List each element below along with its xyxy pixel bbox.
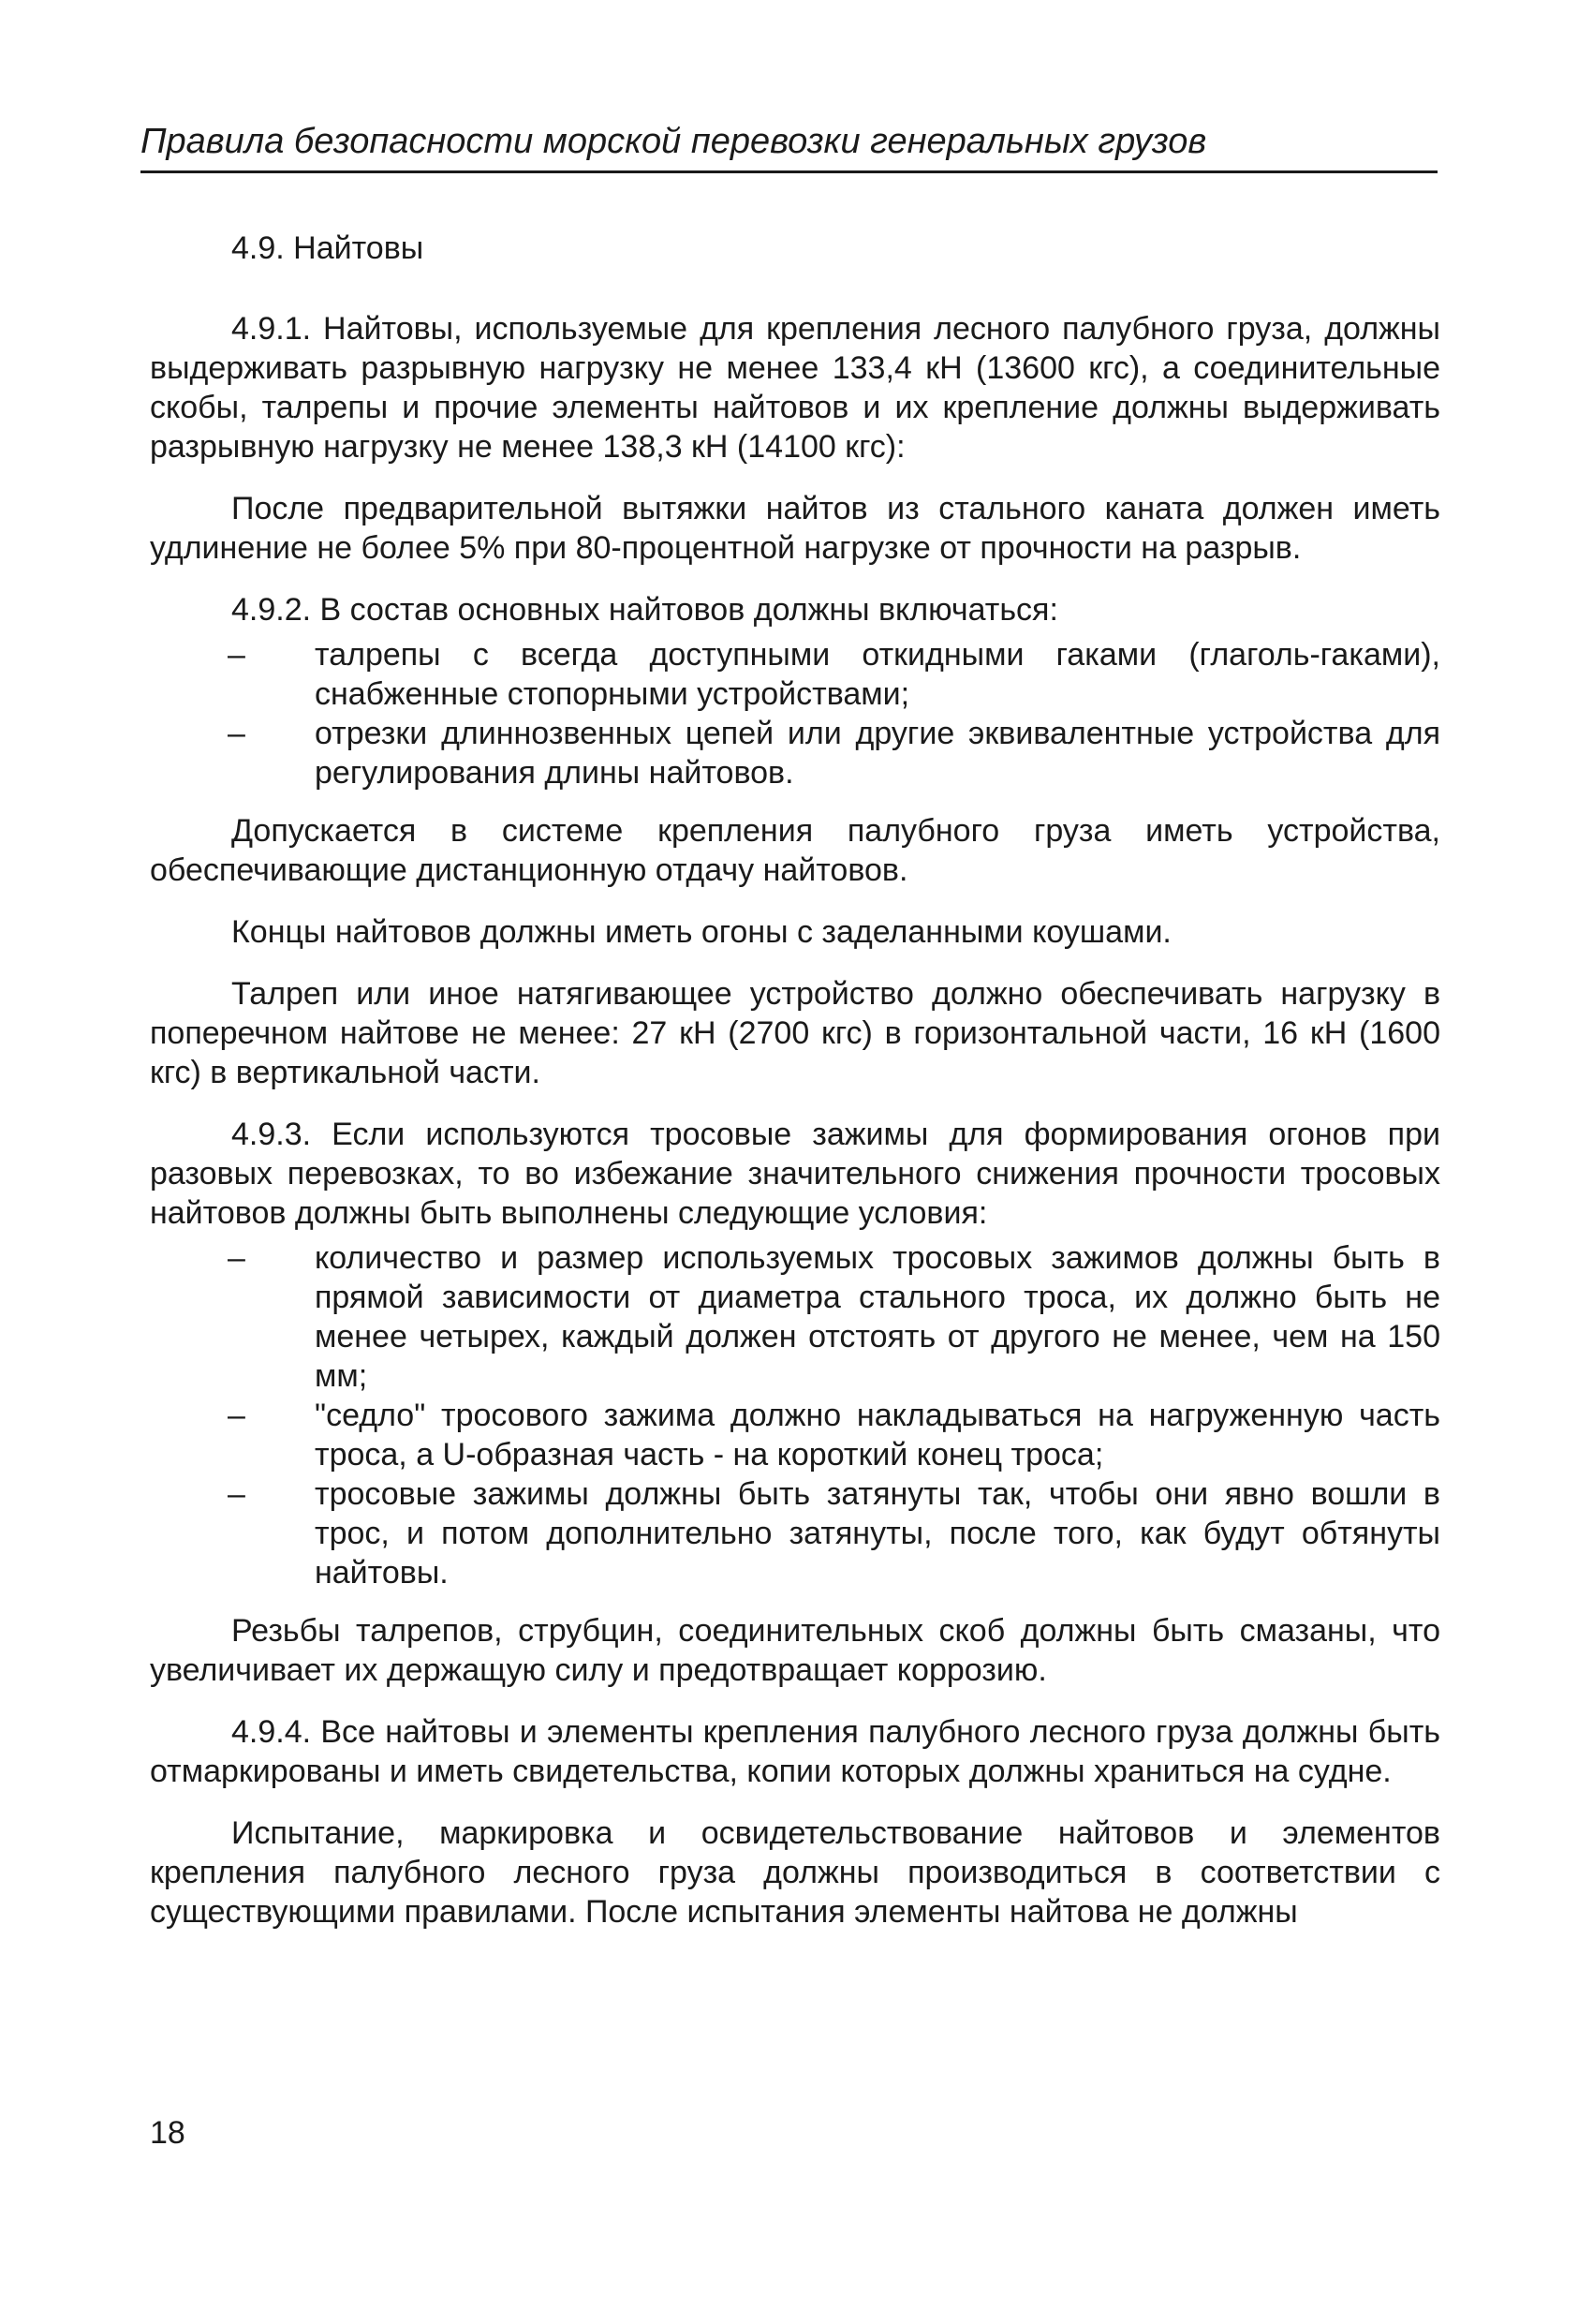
dash-marker: – <box>228 1398 245 1433</box>
paragraph-turnbuckle: Талреп или иное натягивающее устройство должно обеспечивать нагрузку в поперечном найтове не менее: 27 кН (2700 кгс) в горизонтальной части, 16 кН (1600 кгс) в вертикальной части. <box>150 976 1440 1090</box>
list-item <box>150 1474 1440 1592</box>
paragraph-4-9-3: 4.9.3. Если используются тросовые зажимы для формирования огонов при разовых перевозках, то во избежание значительного снижения прочности тросовых найтовов должны быть выполнены следующие условия: <box>150 1117 1440 1231</box>
dash-marker: – <box>228 1476 245 1512</box>
dash-marker: – <box>228 716 245 751</box>
list-item <box>150 714 1440 792</box>
paragraph-lashing-ends: Концы найтовов должны иметь огоны с заделанными коушами. <box>231 914 1172 950</box>
paragraph-4-9-4: 4.9.4. Все найтовы и элементы крепления палубного лесного груза должны быть отмаркированы и иметь свидетельства, копии которых должны храниться на судне. <box>150 1714 1440 1789</box>
paragraph-4-9-2: 4.9.2. В состав основных найтовов должны включаться: <box>231 592 1058 628</box>
paragraph-stretch: После предварительной вытяжки найтов из стального каната должен иметь удлинение не более 5% при 80-процентной нагрузке от прочности на разрыв. <box>150 491 1440 566</box>
list-item-text: тросовые зажимы должны быть затянуты так, чтобы они явно вошли в трос, и потом дополнительно затянуты, после того, как будут обтянуты найтовы. <box>315 1476 1440 1591</box>
list-item <box>150 1238 1440 1396</box>
dash-marker: – <box>228 637 245 673</box>
paragraph-threads: Резьбы талрепов, струбцин, соединительных скоб должны быть смазаны, что увеличивает их держащую силу и предотвращает коррозию. <box>150 1613 1440 1688</box>
dash-marker: – <box>228 1240 245 1276</box>
paragraph-remote-release: Допускается в системе крепления палубного груза иметь устройства, обеспечивающие дистанционную отдачу найтовов. <box>150 813 1440 888</box>
list-4-9-3 <box>150 1238 1440 1592</box>
running-header: Правила безопасности морской перевозки генеральных грузов <box>140 120 1438 173</box>
page-number: 18 <box>150 2115 185 2151</box>
list-item-text: талрепы с всегда доступными откидными гаками (глаголь-гаками), снабженные стопорными устройствами; <box>315 637 1440 712</box>
paragraph-testing: Испытание, маркировка и освидетельствование найтовов и элементов крепления палубного лесного груза должны производиться в соответствии с существующими правилами. После испытания элементы найтова не должны <box>150 1815 1440 1930</box>
list-4-9-2 <box>150 635 1440 792</box>
list-item-text: количество и размер используемых тросовых зажимов должны быть в прямой зависимости от диаметра стального троса, их должно быть не менее четырех, каждый должен отстоять от другого не менее, чем на 150 мм; <box>315 1240 1440 1394</box>
paragraph-4-9-1: 4.9.1. Найтовы, используемые для крепления лесного палубного груза, должны выдерживать разрывную нагрузку не менее 133,4 кН (13600 кгс), а соединительные скобы, талрепы и прочие элементы найтовов и их крепление должны выдерживать разрывную нагрузку не менее 138,3 кН (14100 кгс): <box>150 311 1440 465</box>
page-content <box>150 229 1440 1954</box>
list-item-text: "седло" тросового зажима должно накладываться на нагруженную часть троса, а U-образная часть - на короткий конец троса; <box>315 1398 1440 1473</box>
section-title: 4.9. Найтовы <box>231 230 424 266</box>
list-item <box>150 1396 1440 1474</box>
list-item <box>150 635 1440 714</box>
list-item-text: отрезки длиннозвенных цепей или другие эквивалентные устройства для регулирования длины найтовов. <box>315 716 1440 791</box>
